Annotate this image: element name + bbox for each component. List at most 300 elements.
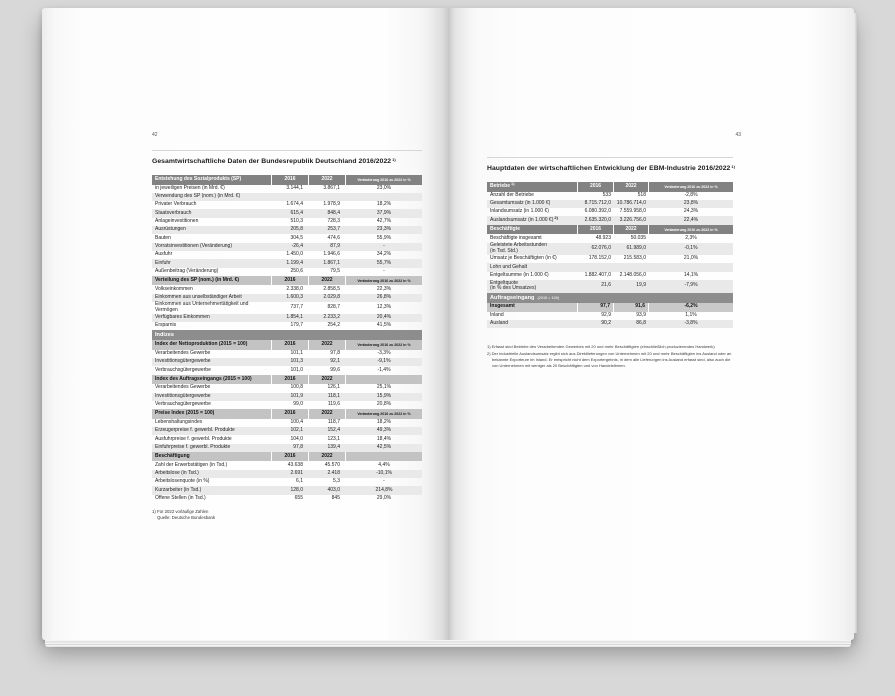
col-2022-header: 2022 <box>309 276 346 286</box>
value-2016: 21,6 <box>601 282 611 289</box>
row-label-text: Verbrauchsgütergewerbe <box>155 401 211 408</box>
table-row <box>152 435 422 443</box>
row-label-text: Betriebe$^{1)}$ <box>490 180 515 189</box>
row-label <box>152 276 272 286</box>
table-row <box>152 268 422 276</box>
value-change: 29,0% <box>376 494 392 501</box>
value-2016 <box>272 193 309 201</box>
value-2016: 100,4 <box>290 418 303 425</box>
value-2016: 615,4 <box>290 209 303 216</box>
table-row <box>152 322 422 330</box>
value-change: 42,5% <box>376 443 392 450</box>
value-2022: 254,2 <box>327 322 340 329</box>
col-change-header: Veränderung 2016 zu 2022 in % <box>346 175 422 185</box>
row-label-text: Beschäftigte insgesamt <box>490 234 542 241</box>
table-row <box>152 259 422 267</box>
table-row <box>152 314 422 322</box>
row-label <box>487 225 578 235</box>
col-2016-header: 2016 <box>272 452 309 462</box>
value-2022: 92,1 <box>330 358 340 365</box>
right-table <box>487 182 733 328</box>
value-change: 20,8% <box>376 401 392 408</box>
value-change: 37,9% <box>376 209 392 216</box>
row-label-text: Ausfuhr <box>155 251 173 258</box>
col-2022-header: 2022 <box>309 409 346 419</box>
value-change: -6,2% <box>649 303 733 312</box>
value-change: 22,3% <box>376 285 392 292</box>
value-2016: 737,7 <box>290 303 303 310</box>
value-2022: 50.035 <box>630 234 646 241</box>
value-2022: 19,9 <box>636 282 646 289</box>
value-change: -3,8% <box>684 320 698 327</box>
page-right <box>448 8 854 640</box>
row-label-text: Ersparnis <box>155 322 177 329</box>
page-stack-bottom-edge <box>45 640 851 647</box>
row-label-text: Einkommen aus Unternehmertätigkeit und Vermögen <box>155 301 249 313</box>
right-page-content <box>487 157 736 369</box>
value-2022: 518 <box>637 191 646 198</box>
value-change: 1,1% <box>685 311 697 318</box>
value-2016: 655 <box>294 494 303 501</box>
row-label-text: Arbeitslosenquote (in %) <box>155 478 210 485</box>
table-row <box>152 350 422 358</box>
value-change: 55,9% <box>376 234 392 241</box>
row-label <box>152 302 272 314</box>
row-label-text: Volkseinkommen <box>155 285 193 292</box>
row-label <box>152 478 272 486</box>
page-number-left: 42 <box>152 132 158 138</box>
row-label <box>152 226 272 234</box>
table-row <box>487 255 733 263</box>
row-label-text: Verarbeitendes Gewerbe <box>155 384 211 391</box>
table-header-row <box>152 409 422 419</box>
value-2016: 510,3 <box>290 218 303 225</box>
row-label-text: Insgesamt <box>490 303 515 310</box>
section-title: Auftragseingang <box>490 294 535 301</box>
value-change: - <box>383 267 385 274</box>
value-2022: 119,6 <box>327 401 340 408</box>
value-2022: 3.867,1 <box>323 184 340 191</box>
value-2022: 123,1 <box>327 435 340 442</box>
value-2022 <box>309 193 346 201</box>
table-row <box>152 193 422 201</box>
row-label <box>487 255 578 263</box>
table-row <box>152 234 422 242</box>
right-footnotes <box>487 344 733 368</box>
row-label <box>152 322 272 330</box>
value-2022: 118,1 <box>327 392 340 399</box>
row-label <box>152 444 272 452</box>
col-change-header <box>346 375 422 385</box>
table-row <box>152 461 422 469</box>
value-2016: 178.152,0 <box>588 255 611 262</box>
value-2022: 403,0 <box>327 486 340 493</box>
table-row <box>152 495 422 503</box>
value-change: 18,2% <box>376 201 392 208</box>
table-row <box>487 303 733 312</box>
value-change: -2,8% <box>684 191 698 198</box>
value-2016: 100,8 <box>290 384 303 391</box>
row-label-text: Investitionsgütergewerbe <box>155 358 211 365</box>
row-label-text: Verwendung des SP (nom.) (in Mrd. €) <box>155 193 241 200</box>
value-2016: 92,9 <box>601 311 611 318</box>
value-2022: 215.583,0 <box>623 255 646 262</box>
value-change: - <box>383 478 385 485</box>
table-row <box>487 280 733 293</box>
value-2022: 2.148.056,0 <box>619 272 646 279</box>
row-label-text: Arbeitslose (in Tsd.) <box>155 470 199 477</box>
table-row <box>487 208 733 216</box>
row-label-text: Inland <box>490 311 504 318</box>
row-label-text: Verarbeitendes Gewerbe <box>155 350 211 356</box>
row-label <box>152 251 272 259</box>
row-label <box>152 375 272 385</box>
table-row <box>487 200 733 208</box>
row-label-text: Inlandsumsatz (in 1.000 €) <box>490 208 549 215</box>
row-label <box>152 175 272 185</box>
row-label <box>152 495 272 503</box>
table-row <box>152 201 422 209</box>
value-2022: 2.418 <box>327 470 340 477</box>
row-label <box>152 350 272 358</box>
col-2022-header: 2022 <box>614 182 649 192</box>
row-label-text: Staatsverbrauch <box>155 209 192 216</box>
value-2022: 86,8 <box>636 320 646 327</box>
value-change: 4,4% <box>378 461 390 468</box>
table-row <box>487 320 733 328</box>
row-label-text: in jeweiligen Preisen (in Mrd. €) <box>155 184 225 191</box>
value-2022: 728,3 <box>327 218 340 225</box>
value-change: 41,5% <box>376 322 392 329</box>
table-row <box>487 192 733 200</box>
col-change-header: Veränderung 2016 zu 2022 in % <box>649 182 733 192</box>
table-row <box>152 185 422 193</box>
row-label <box>487 192 578 200</box>
value-2022: 99,6 <box>330 366 340 373</box>
table-header-row <box>152 340 422 350</box>
footnote-marker: 1) <box>392 157 396 162</box>
row-label <box>487 243 578 256</box>
table-row <box>487 272 733 280</box>
row-label-text: Offene Stellen (in Tsd.) <box>155 494 206 501</box>
value-2022: 3.226.756,0 <box>619 216 646 223</box>
row-label <box>152 358 272 366</box>
right-page-title-text: Hauptdaten der wirtschaftlichen Entwicklung der EBM-Industrie 2016/2022 <box>487 165 731 172</box>
value-change: 14,1% <box>683 272 699 279</box>
footnote-line: 1) Erfasst sind Betriebe des Verarbeitenden Gewerbes mit 20 und mehr Beschäftigten (einschließlich produzierendes Handwerk) <box>487 344 715 350</box>
value-2022: 87,9 <box>330 242 340 249</box>
col-change-header: Veränderung 2016 zu 2022 in % <box>346 409 422 419</box>
value-2022: 10.786.714,0 <box>616 200 646 207</box>
value-2016: 102,1 <box>290 427 303 434</box>
table-row <box>152 393 422 401</box>
table-row <box>152 285 422 293</box>
row-label <box>152 193 272 201</box>
row-label <box>152 185 272 193</box>
value-2022: 97,8 <box>330 350 340 356</box>
row-label <box>152 243 272 251</box>
value-2016 <box>578 263 614 271</box>
left-footnotes <box>152 509 422 522</box>
row-label-text: Beschäftigung <box>155 452 190 459</box>
col-2022-header: 2022 <box>309 340 346 350</box>
col-2022-header: 2022 <box>309 175 346 185</box>
row-label-text: Bauten <box>155 234 171 241</box>
source-line: Quelle: Deutsche Bundesbank <box>157 515 216 521</box>
row-label-text: Lohn und Gehalt <box>490 263 527 270</box>
value-change: 24,3% <box>683 208 699 215</box>
value-change: -3,3% <box>377 350 391 356</box>
value-2022: 253,7 <box>327 226 340 233</box>
table-row <box>152 366 422 374</box>
table-row <box>152 251 422 259</box>
table-row <box>152 218 422 226</box>
footnote-marker: 2) <box>554 214 558 220</box>
col-2016-header: 2016 <box>272 276 309 286</box>
left-page-title-text: Gesamtwirtschaftliche Daten der Bundesrepublik Deutschland 2016/2022 <box>152 158 392 165</box>
value-2022: 2.858,5 <box>323 285 340 292</box>
table-row <box>152 401 422 409</box>
table-header-row <box>152 452 422 462</box>
table-row <box>152 419 422 427</box>
value-change: -10,1% <box>376 470 392 477</box>
row-label-text: Ausfuhrpreise f. gewerbl. Produkte <box>155 435 232 442</box>
row-label <box>152 340 272 350</box>
value-2016: 533 <box>602 191 611 198</box>
row-label <box>152 209 272 217</box>
row-label-text: Privater Verbrauch <box>155 201 197 208</box>
row-label-text: Verbrauchsgütergewerbe <box>155 366 211 373</box>
row-label <box>152 427 272 435</box>
value-change: 55,7% <box>376 259 392 266</box>
value-2022: 1.978,9 <box>323 201 340 208</box>
col-2016-header: 2016 <box>578 225 614 235</box>
value-2022: 45.570 <box>324 461 340 468</box>
row-label-text: Kurzarbeiter (in Tsd.) <box>155 486 202 493</box>
row-label-text: Entstehung des Sozialprodukts (SP) <box>155 175 242 182</box>
table-row <box>152 243 422 251</box>
row-label <box>487 263 578 271</box>
row-label-text: Ausrüstungen <box>155 226 186 233</box>
row-label <box>152 419 272 427</box>
row-label <box>487 303 578 312</box>
value-2022: 2.233,2 <box>323 313 340 320</box>
col-2016-header: 2016 <box>272 340 309 350</box>
row-label <box>152 393 272 401</box>
row-label <box>152 452 272 462</box>
value-2022: 5,3 <box>333 478 340 485</box>
value-change: -0,1% <box>684 245 698 252</box>
col-2022-header: 2022 <box>309 375 346 385</box>
value-2016: 8.715.712,0 <box>584 200 611 207</box>
table-row <box>152 358 422 366</box>
table-row <box>487 216 733 224</box>
table-row <box>152 478 422 486</box>
col-2016-header: 2016 <box>272 375 309 385</box>
row-label <box>152 268 272 276</box>
table-row <box>152 470 422 478</box>
value-2016: 250,6 <box>290 267 303 274</box>
value-2016: 48.923 <box>595 234 611 241</box>
row-label <box>152 366 272 374</box>
value-2022: 152,4 <box>327 427 340 434</box>
table-row <box>487 312 733 320</box>
row-label-text: Anzahl der Betriebe <box>490 191 534 198</box>
col-change-header: Veränderung 2016 zu 2022 in % <box>649 225 733 235</box>
row-label <box>487 272 578 280</box>
row-label-text: Gesamtumsatz (in 1.000 €) <box>490 200 551 207</box>
value-change: 12,3% <box>376 303 392 310</box>
col-change-header: Veränderung 2016 zu 2022 in % <box>346 340 422 350</box>
value-2022 <box>614 263 649 271</box>
row-label <box>152 285 272 293</box>
value-change: 23,8% <box>683 200 699 207</box>
value-change: -9,1% <box>377 358 391 365</box>
value-2016: 101,1 <box>290 350 303 356</box>
row-label <box>152 409 272 419</box>
value-2016: 1.854,1 <box>286 313 303 320</box>
value-2022: 139,4 <box>327 443 340 450</box>
col-2022-header: 2022 <box>309 452 346 462</box>
value-2022: 126,1 <box>327 384 340 391</box>
row-label-subtext: (in % des Umsatzes) <box>490 285 537 292</box>
value-2022: 1.946,6 <box>323 251 340 258</box>
left-table <box>152 175 422 503</box>
row-label-text: Zahl der Erwerbstätigen (in Tsd.) <box>155 461 228 468</box>
row-label <box>152 201 272 209</box>
table-row <box>152 444 422 452</box>
value-2016: 1.450,0 <box>286 251 303 258</box>
value-2016: 97,7 <box>578 303 614 312</box>
value-change: 26,8% <box>376 294 392 301</box>
value-2016: 101,9 <box>290 392 303 399</box>
value-2016: 101,0 <box>290 366 303 373</box>
row-label-text: Investitionsgütergewerbe <box>155 392 211 399</box>
row-label-text: Verfügbares Einkommen <box>155 313 210 320</box>
col-change-header <box>346 452 422 462</box>
table-row <box>152 226 422 234</box>
table-row <box>487 243 733 256</box>
value-2022: 61.989,0 <box>626 245 646 252</box>
table-header-row <box>152 175 422 185</box>
value-change: 18,2% <box>376 418 392 425</box>
col-change-header: Veränderung 2016 zu 2022 in % <box>346 276 422 286</box>
col-2022-header: 2022 <box>614 225 649 235</box>
value-2016: 1.199,4 <box>286 259 303 266</box>
col-2016-header: 2016 <box>578 182 614 192</box>
row-label-text: Entgeltsumme (in 1.000 €) <box>490 272 549 279</box>
row-label <box>152 384 272 392</box>
table-row <box>152 384 422 392</box>
row-label <box>152 435 272 443</box>
value-2016: 179,7 <box>290 322 303 329</box>
row-label-text: Geleistete Arbeitsstunden <box>490 242 547 249</box>
row-label-text: Entgeltquote <box>490 279 519 286</box>
value-2016: 205,8 <box>290 226 303 233</box>
value-2022: 93,9 <box>636 311 646 318</box>
row-label-text: Beschäftigte <box>490 225 521 232</box>
value-2022: 2.029,8 <box>323 294 340 301</box>
row-label-text: Anlageinvestitionen <box>155 218 199 225</box>
value-change: 23,3% <box>376 226 392 233</box>
row-label-text: Ausland <box>490 320 509 327</box>
row-label-text: Einfuhrpreise f. gewerbl. Produkte <box>155 443 231 450</box>
value-change: 20,4% <box>376 313 392 320</box>
value-2016: 1.600,3 <box>286 294 303 301</box>
value-change: 22,4% <box>683 216 699 223</box>
value-2016: 101,3 <box>290 358 303 365</box>
row-label-text: Einfuhr <box>155 259 171 266</box>
table-header-row <box>152 375 422 385</box>
value-2022: 828,7 <box>327 303 340 310</box>
value-change: 21,0% <box>683 255 699 262</box>
row-label-text: Index der Nettoproduktion (2015 = 100) <box>155 341 248 348</box>
row-label-text: Lebenshaltungsindex <box>155 418 203 425</box>
value-2016: 2.338,0 <box>286 285 303 292</box>
value-2022: 474,6 <box>327 234 340 241</box>
table-row <box>152 209 422 217</box>
row-label-text: Außenbeitrag (Veränderung) <box>155 267 219 274</box>
right-page-title <box>487 164 736 172</box>
value-change: 18,4% <box>376 435 392 442</box>
footnote-line: 1) Für 2022 vorläufige Zahlen <box>152 508 209 514</box>
value-2016: 43.638 <box>287 461 303 468</box>
section-banner <box>152 330 422 340</box>
section-title: Indizes <box>155 332 174 339</box>
value-change: 25,1% <box>376 384 392 391</box>
title-rule <box>152 150 422 151</box>
value-2022: 848,4 <box>327 209 340 216</box>
row-label <box>487 312 578 320</box>
value-change: 15,9% <box>376 392 392 399</box>
value-2016: 1.882.407,0 <box>584 272 611 279</box>
page-left <box>42 8 448 640</box>
row-label <box>152 314 272 322</box>
row-label-text: Umsatz je Beschäftigten (in €) <box>490 255 557 262</box>
row-label-text: Index des Auftragseingangs (2015 = 100) <box>155 375 252 382</box>
row-label <box>487 216 578 224</box>
value-2016: 2.691 <box>290 470 303 477</box>
book-spread <box>42 8 854 640</box>
row-label <box>152 259 272 267</box>
value-2016: 304,5 <box>290 234 303 241</box>
col-2016-header: 2016 <box>272 175 309 185</box>
value-change: 2,3% <box>685 234 697 241</box>
value-change <box>346 193 422 201</box>
footnote-marker: 1) <box>511 180 515 186</box>
value-2022: 91,6 <box>614 303 649 312</box>
row-label-text: Vorratsinvestitionen (Veränderung) <box>155 242 232 249</box>
value-2016: 99,0 <box>293 401 303 408</box>
value-2016: 62.076,0 <box>591 245 611 252</box>
table-row <box>152 486 422 494</box>
left-page-title <box>152 158 422 165</box>
value-change: - <box>383 242 385 249</box>
row-label <box>152 401 272 409</box>
value-2022: 845 <box>331 494 340 501</box>
value-2016: 6.080.392,0 <box>584 208 611 215</box>
table-header-row <box>152 276 422 286</box>
page-number-right: 43 <box>735 132 741 138</box>
value-change: 49,3% <box>376 427 392 434</box>
value-2016: 3.144,1 <box>286 184 303 191</box>
value-2022: 118,7 <box>327 418 340 425</box>
value-change: 23,0% <box>376 184 392 191</box>
value-2022: 1.867,1 <box>323 259 340 266</box>
value-2016: 90,2 <box>601 320 611 327</box>
value-2016: 128,0 <box>290 486 303 493</box>
row-label <box>152 218 272 226</box>
